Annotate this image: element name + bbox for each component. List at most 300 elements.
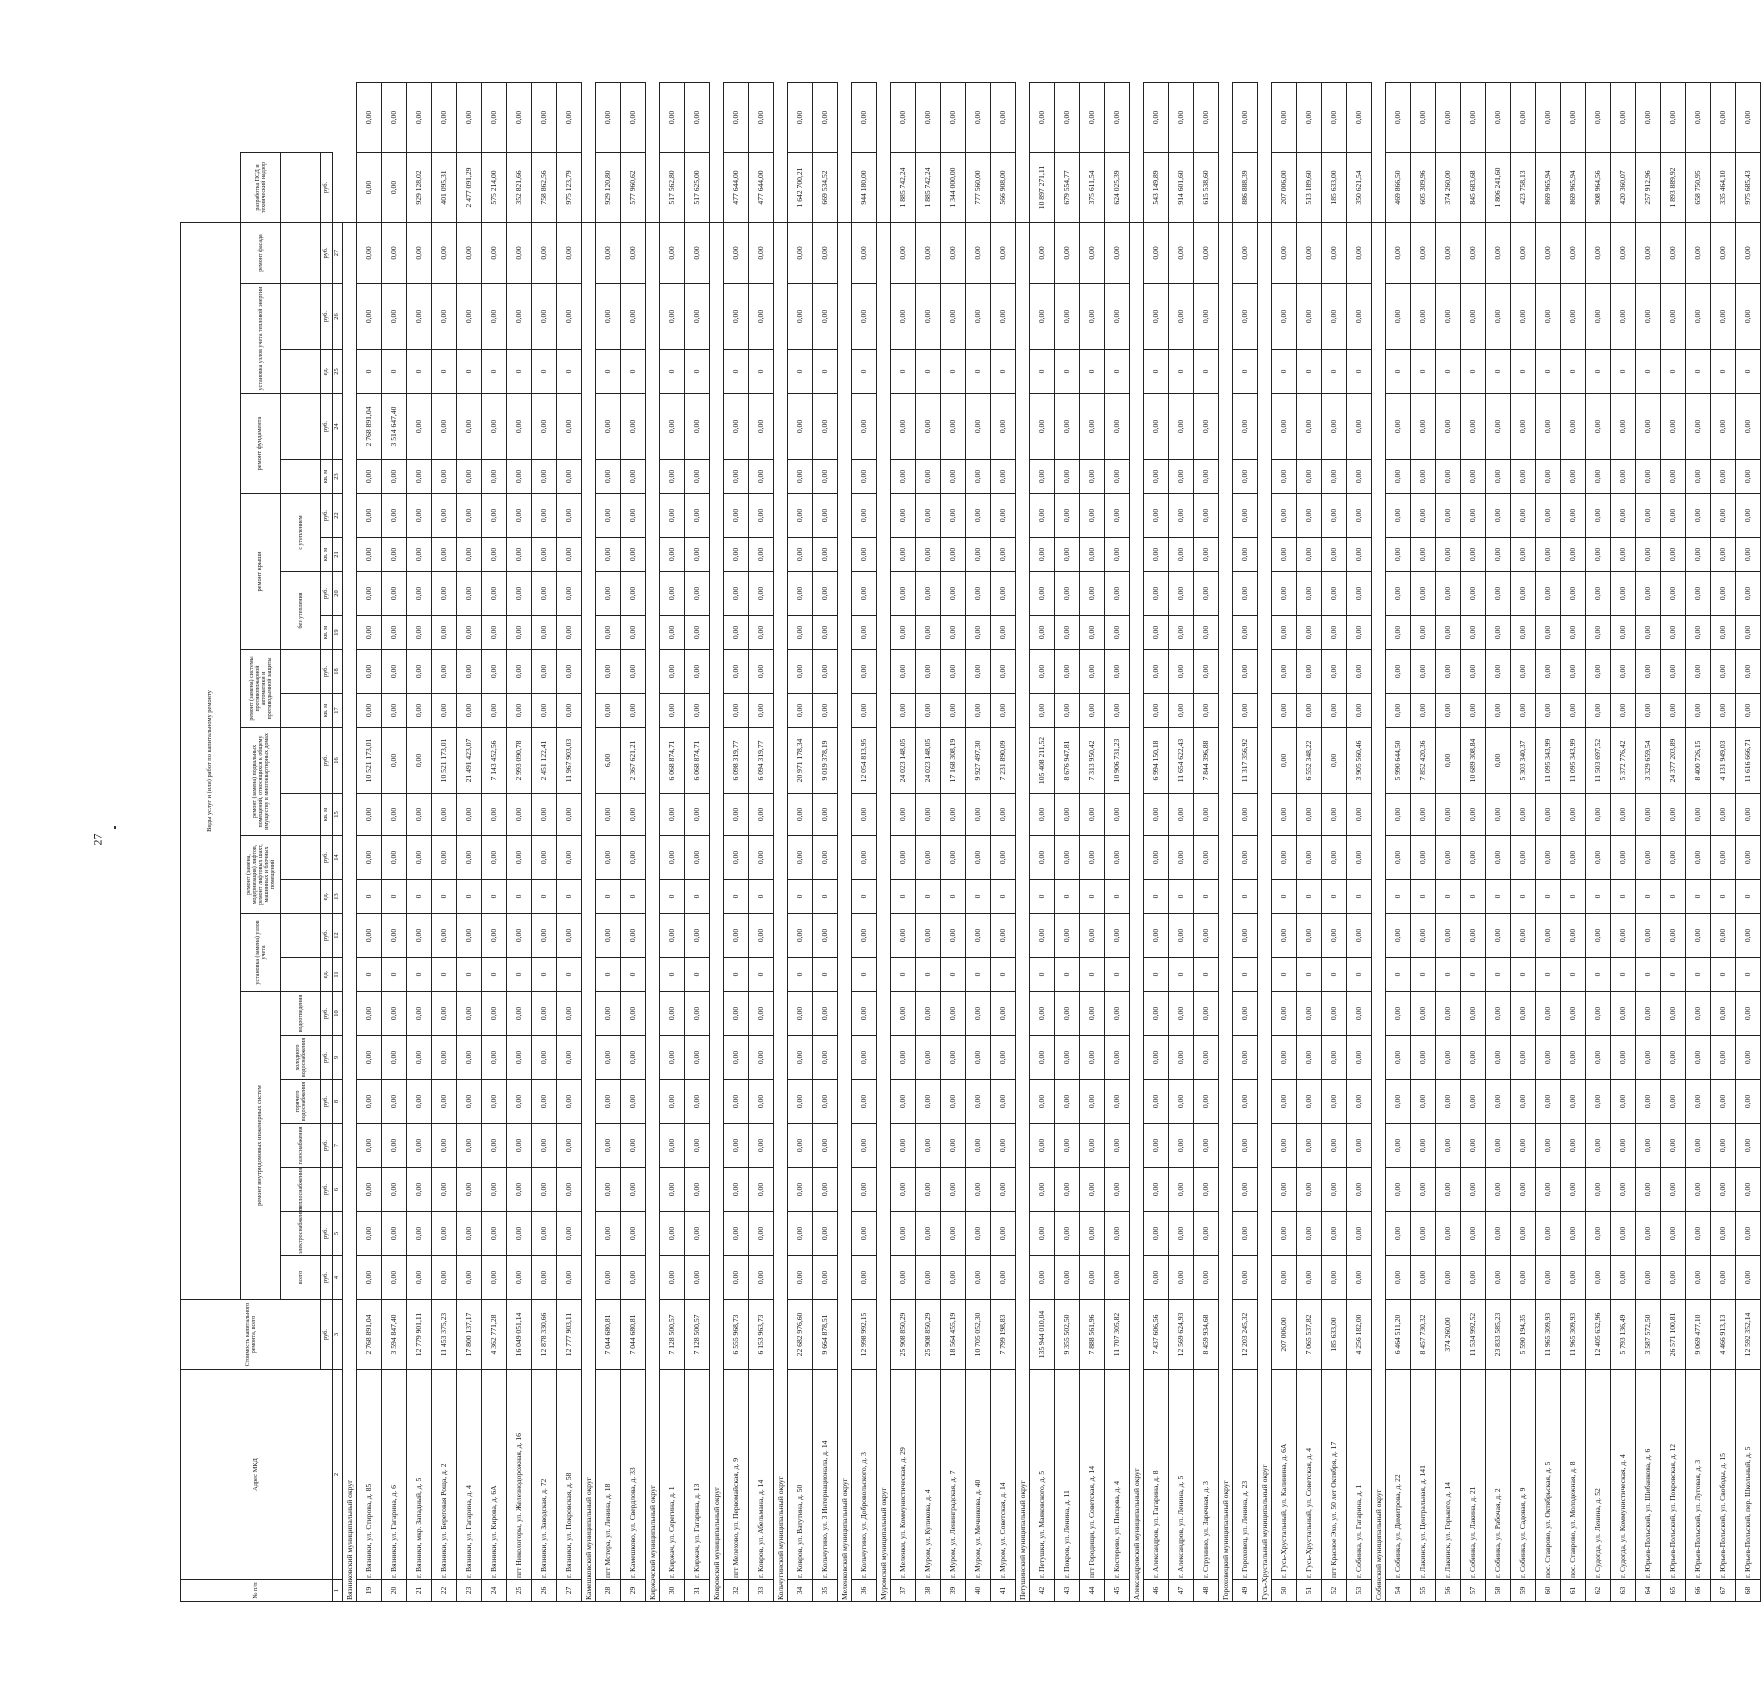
meters-count: 0 — [1586, 958, 1611, 992]
group-row — [877, 83, 891, 1602]
row-total: 11 965 309,93 — [1536, 1300, 1561, 1370]
roof-flat-cost: 0,00 — [724, 572, 749, 616]
foundation-cost: 0,00 — [1297, 394, 1322, 460]
basement-area: 0,00 — [1322, 794, 1347, 836]
meters-count: 0 — [1347, 958, 1372, 992]
lift-cost: 0,00 — [852, 836, 877, 880]
basement-cost: 0,00 — [407, 728, 432, 794]
roof-flat-cost: 0,00 — [788, 572, 813, 616]
table-row — [724, 83, 749, 1602]
systems-cell: 0,00 — [1169, 1080, 1194, 1124]
lift-cost: 0,00 — [1711, 836, 1736, 880]
heat-meters-cost: 0,00 — [1055, 284, 1080, 350]
systems-cell: 0,00 — [1636, 1036, 1661, 1080]
heat-meters-cost: 0,00 — [941, 284, 966, 350]
systems-cell: 0,00 — [1586, 1124, 1611, 1168]
column-number: 7 — [333, 1124, 343, 1168]
lift-cost: 0,00 — [966, 836, 991, 880]
fire-cost: 0,00 — [1436, 650, 1461, 694]
fire-cost: 0,00 — [1297, 650, 1322, 694]
fire-area: 0,00 — [660, 694, 685, 728]
design-cost: 257 912,96 — [1636, 153, 1661, 223]
row-address: г. Гусь-Хрустальный, ул. Калинина, д. 6А — [1272, 1370, 1297, 1580]
fire-area: 0,00 — [596, 694, 621, 728]
facade-cost: 0,00 — [1055, 222, 1080, 283]
basement-area: 0,00 — [1586, 794, 1611, 836]
fire-cost: 0,00 — [813, 650, 838, 694]
systems-cell: 0,00 — [1105, 1212, 1130, 1256]
lift-count: 0 — [1611, 880, 1636, 914]
heat-meters-cost: 0,00 — [1322, 284, 1347, 350]
row-address: г. Юрьев-Польский, пер. Школьный, д. 5 — [1736, 1370, 1761, 1580]
lift-count: 0 — [1711, 880, 1736, 914]
systems-cell: 0,00 — [457, 1168, 482, 1212]
capital-repair-table — [180, 82, 1761, 1602]
fire-cost: 0,00 — [507, 650, 532, 694]
systems-cell: 0,00 — [1711, 992, 1736, 1036]
systems-cell: 0,00 — [1536, 1124, 1561, 1168]
lift-cost: 0,00 — [941, 836, 966, 880]
systems-cell: 0,00 — [749, 1080, 774, 1124]
roof-flat-cost: 0,00 — [407, 572, 432, 616]
systems-cell: 0,00 — [685, 992, 710, 1036]
last-col: 0,00 — [749, 83, 774, 153]
roof-ins-cost: 0,00 — [407, 494, 432, 538]
basement-cost: 24 023 148,05 — [916, 728, 941, 794]
basement-area: 0,00 — [1436, 794, 1461, 836]
heat-meters-count: 0 — [382, 350, 407, 394]
systems-cell: 0,00 — [941, 1212, 966, 1256]
foundation-area: 0,00 — [1411, 460, 1436, 494]
systems-cell: 0,00 — [532, 1124, 557, 1168]
basement-cost: 11 616 666,71 — [1736, 728, 1761, 794]
systems-cell: 0,00 — [1322, 992, 1347, 1036]
systems-cell: 0,00 — [482, 1168, 507, 1212]
last-col: 0,00 — [382, 83, 407, 153]
row-number: 45 — [1105, 1580, 1130, 1602]
systems-cell: 0,00 — [382, 1256, 407, 1300]
row-total: 374 260,00 — [1436, 1300, 1461, 1370]
systems-cell: 0,00 — [1144, 1124, 1169, 1168]
last-col: 0,00 — [1297, 83, 1322, 153]
roof-ins-area: 0,00 — [1272, 538, 1297, 572]
basement-cost: 2 993 090,78 — [507, 728, 532, 794]
lift-cost: 0,00 — [382, 836, 407, 880]
systems-cell: 0,00 — [1436, 1124, 1461, 1168]
lift-count: 0 — [1386, 880, 1411, 914]
foundation-cost: 0,00 — [1386, 394, 1411, 460]
group-row — [774, 83, 788, 1602]
table-row — [1461, 83, 1486, 1602]
systems-cell: 0,00 — [1661, 1256, 1686, 1300]
roof-ins-cost: 0,00 — [685, 494, 710, 538]
systems-cell: 0,00 — [1561, 992, 1586, 1036]
roof-ins-area: 0,00 — [1736, 538, 1761, 572]
group-row — [838, 83, 852, 1602]
last-col: 0,00 — [1233, 83, 1258, 153]
foundation-area: 0,00 — [1461, 460, 1486, 494]
table-row — [991, 83, 1016, 1602]
systems-cell: 0,00 — [557, 992, 582, 1036]
row-total: 7 044 680,81 — [596, 1300, 621, 1370]
roof-flat-area: 0,00 — [1636, 616, 1661, 650]
row-number: 20 — [382, 1580, 407, 1602]
systems-cell: 0,00 — [1561, 1124, 1586, 1168]
lift-cost: 0,00 — [1661, 836, 1686, 880]
lift-cost: 0,00 — [1297, 836, 1322, 880]
systems-cell: 0,00 — [852, 1080, 877, 1124]
last-col: 0,00 — [1030, 83, 1055, 153]
column-number: 8 — [333, 1080, 343, 1124]
row-number: 25 — [507, 1580, 532, 1602]
facade-cost: 0,00 — [1386, 222, 1411, 283]
column-number: 11 — [333, 958, 343, 992]
roof-flat-cost: 0,00 — [1030, 572, 1055, 616]
design-cost: 423 758,13 — [1511, 153, 1536, 223]
foundation-cost: 0,00 — [1636, 394, 1661, 460]
heat-meters-count: 0 — [685, 350, 710, 394]
heat-meters-count: 0 — [1711, 350, 1736, 394]
table-row — [1736, 83, 1761, 1602]
roof-flat-area: 0,00 — [916, 616, 941, 650]
row-total: 22 682 976,60 — [788, 1300, 813, 1370]
fire-cost: 0,00 — [1233, 650, 1258, 694]
systems-cell: 0,00 — [991, 1124, 1016, 1168]
heat-meters-cost: 0,00 — [596, 284, 621, 350]
systems-cell: 0,00 — [941, 1036, 966, 1080]
table-row — [532, 83, 557, 1602]
row-total: 17 800 137,17 — [457, 1300, 482, 1370]
heat-meters-count: 0 — [507, 350, 532, 394]
lift-count: 0 — [749, 880, 774, 914]
systems-cell: 0,00 — [1297, 1036, 1322, 1080]
row-total: 7 437 606,56 — [1144, 1300, 1169, 1370]
basement-cost: 10 906 731,23 — [1105, 728, 1130, 794]
fire-area: 0,00 — [407, 694, 432, 728]
lift-count: 0 — [1511, 880, 1536, 914]
design-cost: 658 750,95 — [1686, 153, 1711, 223]
last-col: 0,00 — [852, 83, 877, 153]
row-address: пгт Мелехово, ул. Первомайская, д. 9 — [724, 1370, 749, 1580]
column-number: 15 — [333, 794, 343, 836]
last-col: 0,00 — [1586, 83, 1611, 153]
fire-cost: 0,00 — [685, 650, 710, 694]
facade-cost: 0,00 — [482, 222, 507, 283]
foundation-cost: 0,00 — [1661, 394, 1686, 460]
foundation-area: 0,00 — [1486, 460, 1511, 494]
heat-meters-count: 0 — [941, 350, 966, 394]
last-col: 0,00 — [432, 83, 457, 153]
meters-cost: 0,00 — [1272, 914, 1297, 958]
fire-cost: 0,00 — [1030, 650, 1055, 694]
basement-cost: 3 329 659,54 — [1636, 728, 1661, 794]
foundation-cost: 0,00 — [621, 394, 646, 460]
meters-count: 0 — [966, 958, 991, 992]
roof-flat-cost: 0,00 — [1486, 572, 1511, 616]
basement-cost: 24 377 203,89 — [1661, 728, 1686, 794]
last-col: 0,00 — [1436, 83, 1461, 153]
systems-cell: 0,00 — [891, 1036, 916, 1080]
systems-cell: 0,00 — [685, 1256, 710, 1300]
row-address: г. Лакинск, ул. Центральная, д. 141 — [1411, 1370, 1436, 1580]
foundation-area: 0,00 — [1586, 460, 1611, 494]
row-total: 135 944 010,04 — [1030, 1300, 1055, 1370]
systems-cell: 0,00 — [1536, 992, 1561, 1036]
fire-area: 0,00 — [1194, 694, 1219, 728]
foundation-cost: 0,00 — [1080, 394, 1105, 460]
table-row — [457, 83, 482, 1602]
facade-cost: 0,00 — [1411, 222, 1436, 283]
row-total: 7 128 500,57 — [660, 1300, 685, 1370]
roof-ins-area: 0,00 — [357, 538, 382, 572]
fire-area: 0,00 — [1386, 694, 1411, 728]
fire-cost: 0,00 — [1686, 650, 1711, 694]
design-cost: 1 344 000,00 — [941, 153, 966, 223]
meters-count: 0 — [941, 958, 966, 992]
foundation-cost: 0,00 — [941, 394, 966, 460]
lift-cost: 0,00 — [660, 836, 685, 880]
lift-repair-header: ремонт (замена, модернизация) лифтов, ремонт лифтовых шахт, машинных и блочных помещений — [241, 836, 281, 914]
meters-cost: 0,00 — [1233, 914, 1258, 958]
meters-cost: 0,00 — [966, 914, 991, 958]
row-number: 66 — [1686, 1580, 1711, 1602]
meters-cost: 0,00 — [916, 914, 941, 958]
lift-count: 0 — [891, 880, 916, 914]
table-row — [891, 83, 916, 1602]
row-address: пгт Красное Эхо, ул. 50 лет Октября, д. 17 — [1322, 1370, 1347, 1580]
systems-cell: 0,00 — [1322, 1036, 1347, 1080]
meters-count: 0 — [1436, 958, 1461, 992]
roof-ins-cost: 0,00 — [1611, 494, 1636, 538]
meters-count: 0 — [1686, 958, 1711, 992]
basement-area: 0,00 — [660, 794, 685, 836]
meters-count: 0 — [1636, 958, 1661, 992]
row-address: пгт Городищи, ул. Советская, д. 14 — [1080, 1370, 1105, 1580]
row-total: 6 464 511,20 — [1386, 1300, 1411, 1370]
last-col: 0,00 — [724, 83, 749, 153]
systems-cell: 0,00 — [966, 992, 991, 1036]
meters-count: 0 — [1611, 958, 1636, 992]
systems-cell: 0,00 — [1194, 1036, 1219, 1080]
systems-cell: 0,00 — [407, 1124, 432, 1168]
systems-cell: 0,00 — [1711, 1124, 1736, 1168]
meters-cost: 0,00 — [1536, 914, 1561, 958]
foundation-area: 0,00 — [357, 460, 382, 494]
systems-cell: 0,00 — [966, 1212, 991, 1256]
row-number: 34 — [788, 1580, 813, 1602]
roof-ins-cost: 0,00 — [1561, 494, 1586, 538]
heat-meters-cost: 0,00 — [432, 284, 457, 350]
row-number: 65 — [1661, 1580, 1686, 1602]
table-row — [813, 83, 838, 1602]
systems-cell: 0,00 — [1272, 1256, 1297, 1300]
lift-cost: 0,00 — [1561, 836, 1586, 880]
row-address: г. Вязники, ул. Гагарина, д. 4 — [457, 1370, 482, 1580]
systems-cell: 0,00 — [788, 1036, 813, 1080]
heat-meters-cost: 0,00 — [1636, 284, 1661, 350]
systems-cell: 0,00 — [1736, 1212, 1761, 1256]
systems-cell: 0,00 — [1436, 1212, 1461, 1256]
heat-meters-count: 0 — [1586, 350, 1611, 394]
systems-cell: 0,00 — [557, 1168, 582, 1212]
foundation-area: 0,00 — [685, 460, 710, 494]
facade-cost: 0,00 — [1272, 222, 1297, 283]
systems-cell: 0,00 — [813, 1124, 838, 1168]
meters-count: 0 — [1736, 958, 1761, 992]
systems-cell: 0,00 — [852, 1036, 877, 1080]
heat-meters-cost: 0,00 — [1586, 284, 1611, 350]
design-cost: 615 538,60 — [1194, 153, 1219, 223]
systems-cell: 0,00 — [1661, 1168, 1686, 1212]
roof-flat-cost: 0,00 — [621, 572, 646, 616]
heat-meters-count: 0 — [813, 350, 838, 394]
foundation-cost: 0,00 — [1486, 394, 1511, 460]
systems-cell: 0,00 — [1144, 1036, 1169, 1080]
design-cost: 335 464,10 — [1711, 153, 1736, 223]
systems-cell: 0,00 — [1322, 1256, 1347, 1300]
roof-flat-cost: 0,00 — [685, 572, 710, 616]
column-number: 19 — [333, 616, 343, 650]
row-address: г. Вязники, ул. Стирова, д. 85 — [357, 1370, 382, 1580]
systems-cell: 0,00 — [941, 1124, 966, 1168]
systems-cell: 0,00 — [1055, 1080, 1080, 1124]
table-row — [482, 83, 507, 1602]
row-address: г. Юрьев-Польский, ул. Свободы, д. 15 — [1711, 1370, 1736, 1580]
design-cost: 352 821,66 — [507, 153, 532, 223]
meters-cost: 0,00 — [1686, 914, 1711, 958]
fire-cost: 0,00 — [966, 650, 991, 694]
systems-cell: 0,00 — [813, 1212, 838, 1256]
roof-flat-cost: 0,00 — [482, 572, 507, 616]
facade-cost: 0,00 — [507, 222, 532, 283]
roof-ins-cost: 0,00 — [1233, 494, 1258, 538]
systems-cell: 0,00 — [1661, 1124, 1686, 1168]
meters-count: 0 — [1511, 958, 1536, 992]
fire-area: 0,00 — [966, 694, 991, 728]
foundation-cost: 0,00 — [685, 394, 710, 460]
row-total: 3 587 572,50 — [1636, 1300, 1661, 1370]
heat-meters-cost: 0,00 — [1486, 284, 1511, 350]
meters-count: 0 — [596, 958, 621, 992]
roof-flat-area: 0,00 — [596, 616, 621, 650]
table-row — [1711, 83, 1736, 1602]
row-number: 52 — [1322, 1580, 1347, 1602]
roof-flat-area: 0,00 — [557, 616, 582, 650]
fire-area: 0,00 — [1105, 694, 1130, 728]
systems-cell: 0,00 — [482, 1212, 507, 1256]
fire-cost: 0,00 — [482, 650, 507, 694]
systems-cell: 0,00 — [1194, 1080, 1219, 1124]
heat-meters-cost: 0,00 — [966, 284, 991, 350]
systems-cell: 0,00 — [596, 1212, 621, 1256]
systems-cell: 0,00 — [1486, 1124, 1511, 1168]
fire-area: 0,00 — [1411, 694, 1436, 728]
systems-cell: 0,00 — [966, 1036, 991, 1080]
last-col: 0,00 — [1055, 83, 1080, 153]
systems-cell: 0,00 — [891, 992, 916, 1036]
systems-cell: 0,00 — [916, 1212, 941, 1256]
systems-cell: 0,00 — [660, 1168, 685, 1212]
facade-cost: 0,00 — [788, 222, 813, 283]
last-col: 0,00 — [482, 83, 507, 153]
table-row — [507, 83, 532, 1602]
systems-cell: 0,00 — [1661, 1080, 1686, 1124]
row-total: 11 453 375,23 — [432, 1300, 457, 1370]
systems-cell: 0,00 — [1030, 1124, 1055, 1168]
foundation-cost: 0,00 — [991, 394, 1016, 460]
row-number: 48 — [1194, 1580, 1219, 1602]
fire-area: 0,00 — [532, 694, 557, 728]
basement-cost: 7 143 452,56 — [482, 728, 507, 794]
roof-ins-cost: 0,00 — [457, 494, 482, 538]
systems-group-header: ремонт внутридомовых инженерных систем — [241, 992, 281, 1300]
fire-area: 0,00 — [941, 694, 966, 728]
systems-cell: 0,00 — [1411, 1036, 1436, 1080]
meters-cost: 0,00 — [1169, 914, 1194, 958]
row-total: 6 153 963,73 — [749, 1300, 774, 1370]
basement-area: 0,00 — [457, 794, 482, 836]
roof-flat-cost: 0,00 — [507, 572, 532, 616]
systems-cell: 0,00 — [724, 992, 749, 1036]
meters-header: установка (замена) узлов учета — [241, 914, 281, 992]
roof-flat-area: 0,00 — [1736, 616, 1761, 650]
heat-meters-count: 0 — [1386, 350, 1411, 394]
roof-ins-area: 0,00 — [1436, 538, 1461, 572]
roof-flat-area: 0,00 — [382, 616, 407, 650]
systems-cell: 0,00 — [1611, 992, 1636, 1036]
lift-count: 0 — [482, 880, 507, 914]
group-title: Киржачский муниципальный округ — [646, 222, 660, 1601]
last-col: 0,00 — [457, 83, 482, 153]
lift-count: 0 — [1436, 880, 1461, 914]
last-col: 0,00 — [1169, 83, 1194, 153]
foundation-area: 0,00 — [1105, 460, 1130, 494]
group-row — [1372, 83, 1386, 1602]
row-number: 21 — [407, 1580, 432, 1602]
foundation-header: ремонт фундамента — [241, 394, 281, 494]
roof-flat-cost: 0,00 — [457, 572, 482, 616]
basement-area: 0,00 — [1411, 794, 1436, 836]
basement-cost: 11 095 343,99 — [1561, 728, 1586, 794]
last-col: 0,00 — [1636, 83, 1661, 153]
rotated-table-frame — [180, 82, 1753, 1602]
meters-cost: 0,00 — [557, 914, 582, 958]
basement-cost: 7 313 950,42 — [1080, 728, 1105, 794]
foundation-area: 0,00 — [507, 460, 532, 494]
roof-flat-cost: 0,00 — [1144, 572, 1169, 616]
systems-cell: 0,00 — [557, 1256, 582, 1300]
meters-count: 0 — [1486, 958, 1511, 992]
fire-area: 0,00 — [1461, 694, 1486, 728]
roof-flat-area: 0,00 — [1686, 616, 1711, 650]
gas-header: газоснабжения — [281, 1124, 321, 1168]
systems-cell: 0,00 — [1080, 1080, 1105, 1124]
heat-meters-cost: 0,00 — [457, 284, 482, 350]
systems-cell: 0,00 — [1030, 1256, 1055, 1300]
roof-ins-cost: 0,00 — [852, 494, 877, 538]
roof-ins-cost: 0,00 — [966, 494, 991, 538]
design-cost: 869 965,94 — [1561, 153, 1586, 223]
facade-cost: 0,00 — [1586, 222, 1611, 283]
systems-cell: 0,00 — [1297, 1168, 1322, 1212]
foundation-cost: 0,00 — [966, 394, 991, 460]
systems-cell: 0,00 — [532, 1168, 557, 1212]
meters-count: 0 — [1411, 958, 1436, 992]
heat-meters-cost: 0,00 — [1661, 284, 1686, 350]
systems-cell: 0,00 — [1711, 1036, 1736, 1080]
roof-flat-cost: 0,00 — [1080, 572, 1105, 616]
row-number: 28 — [596, 1580, 621, 1602]
